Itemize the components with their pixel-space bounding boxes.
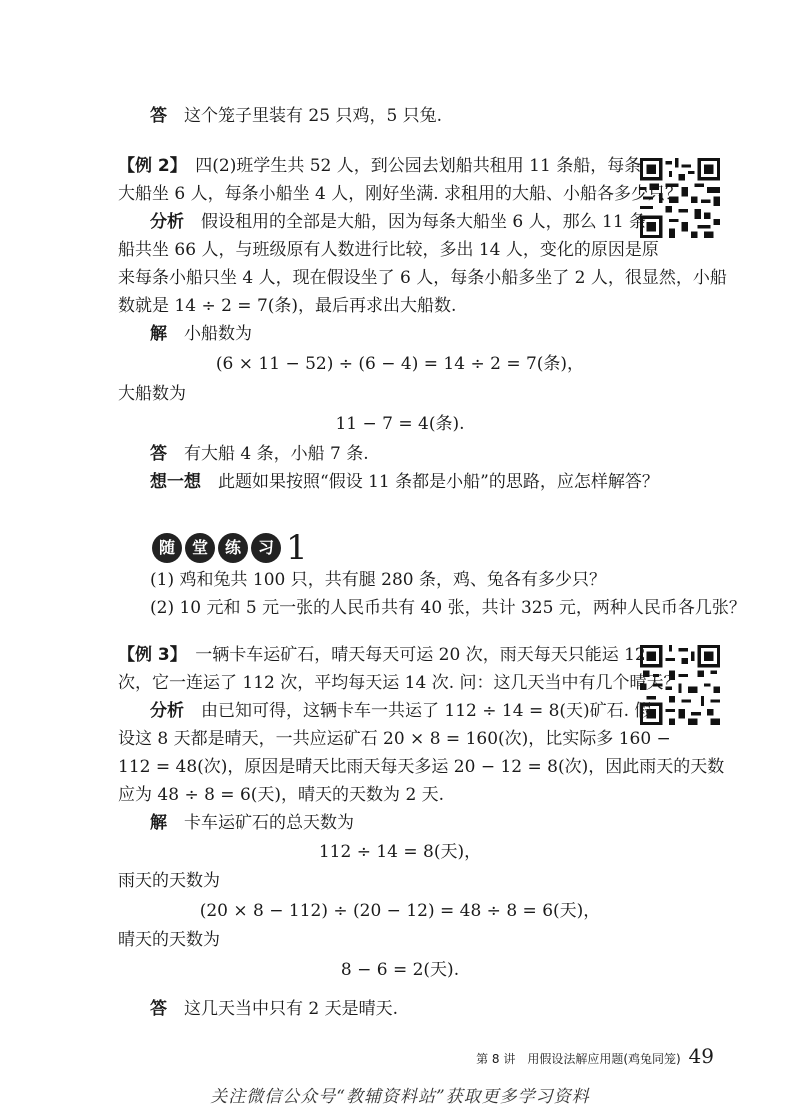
think-line: 想一想 此题如果按照“假设 11 条都是小船”的思路，应怎样解答？ (150, 472, 659, 492)
equation: (6 × 11 − 52) ÷ (6 − 4) = 14 ÷ 2 = 7(条)， (215, 354, 585, 374)
analysis-line: 分析 假设租用的全部是大船，因为每条大船坐 6 人，那么 11 条 (150, 212, 647, 232)
equation: 11 − 7 = 4(条). (335, 414, 465, 434)
text-line: 应为 48 ÷ 8 = 6(天)，晴天的天数为 2 天. (118, 785, 445, 805)
equation: 8 − 6 = 2(天). (340, 960, 460, 980)
equation: 112 ÷ 14 = 8(天)， (318, 842, 482, 862)
page-number: 49 (688, 1044, 714, 1068)
text-line: 雨天的天数为 (118, 871, 220, 891)
solution-line: 解 小船数为 (150, 324, 252, 344)
text-line: 数就是 14 ÷ 2 = 7(条)，最后再求出大船数. (118, 296, 457, 316)
equation: (20 × 8 − 112) ÷ (20 − 12) = 48 ÷ 8 = 6(天)， (199, 901, 601, 921)
example-2-title: 【例 2】 四(2)班学生共 52 人，到公园去划船共租用 11 条船，每条 (118, 156, 642, 176)
answer-line: 答 有大船 4 条，小船 7 条. (150, 444, 369, 464)
text-line: 设这 8 天都是晴天，一共应运矿石 20 × 8 = 160(次)，比实际多 160 − (118, 729, 671, 749)
text-line: 大船坐 6 人，每条小船坐 4 人，刚好坐满. 求租用的大船、小船各多少只？ (118, 184, 683, 204)
solution-line: 解 卡车运矿石的总天数为 (150, 813, 354, 833)
chapter-label: 第 8 讲 用假设法解应用题(鸡兔同笼) (476, 1052, 681, 1066)
example-3-title: 【例 3】 一辆卡车运矿石，晴天每天可运 20 次，雨天每天只能运 12 (118, 645, 646, 665)
page-footer (476, 1046, 714, 1066)
answer-line: 答 这个笼子里装有 25 只鸡，5 只兔. (150, 106, 443, 126)
text-line: 船共坐 66 人，与班级原有人数进行比较，多出 14 人，变化的原因是原 (118, 240, 659, 260)
practice-char: 练 (218, 533, 248, 563)
text-line: 晴天的天数为 (118, 930, 220, 950)
practice-char: 堂 (185, 533, 215, 563)
practice-char: 随 (152, 533, 182, 563)
watermark-text: 关注微信公众号“教辅资料站”获取更多学习资料 (210, 1087, 590, 1107)
text-line: 大船数为 (118, 384, 186, 404)
text-line: 112 = 48(次)，原因是晴天比雨天每天多运 20 − 12 = 8(次)，因此雨天的天数 (118, 757, 725, 777)
analysis-line: 分析 由已知可得，这辆卡车一共运了 112 ÷ 14 = 8(天)矿石. 假 (150, 701, 652, 721)
practice-item: (2) 10 元和 5 元一张的人民币共有 40 张，共计 325 元，两种人民币各几张？ (150, 598, 746, 618)
practice-char: 习 (251, 533, 281, 563)
text-line: 次，它一连运了 112 次，平均每天运 14 次. 问：这几天当中有几个晴天？ (118, 673, 681, 693)
text-line: 来每条小船只坐 4 人，现在假设坐了 6 人，每条小船多坐了 2 人，很显然，小船 (118, 268, 727, 288)
practice-item: (1) 鸡和兔共 100 只，共有腿 280 条，鸡、兔各有多少只？ (150, 570, 606, 590)
answer-line: 答 这几天当中只有 2 天是晴天. (150, 999, 399, 1019)
practice-header (152, 528, 308, 568)
practice-number: 1 (286, 528, 308, 568)
